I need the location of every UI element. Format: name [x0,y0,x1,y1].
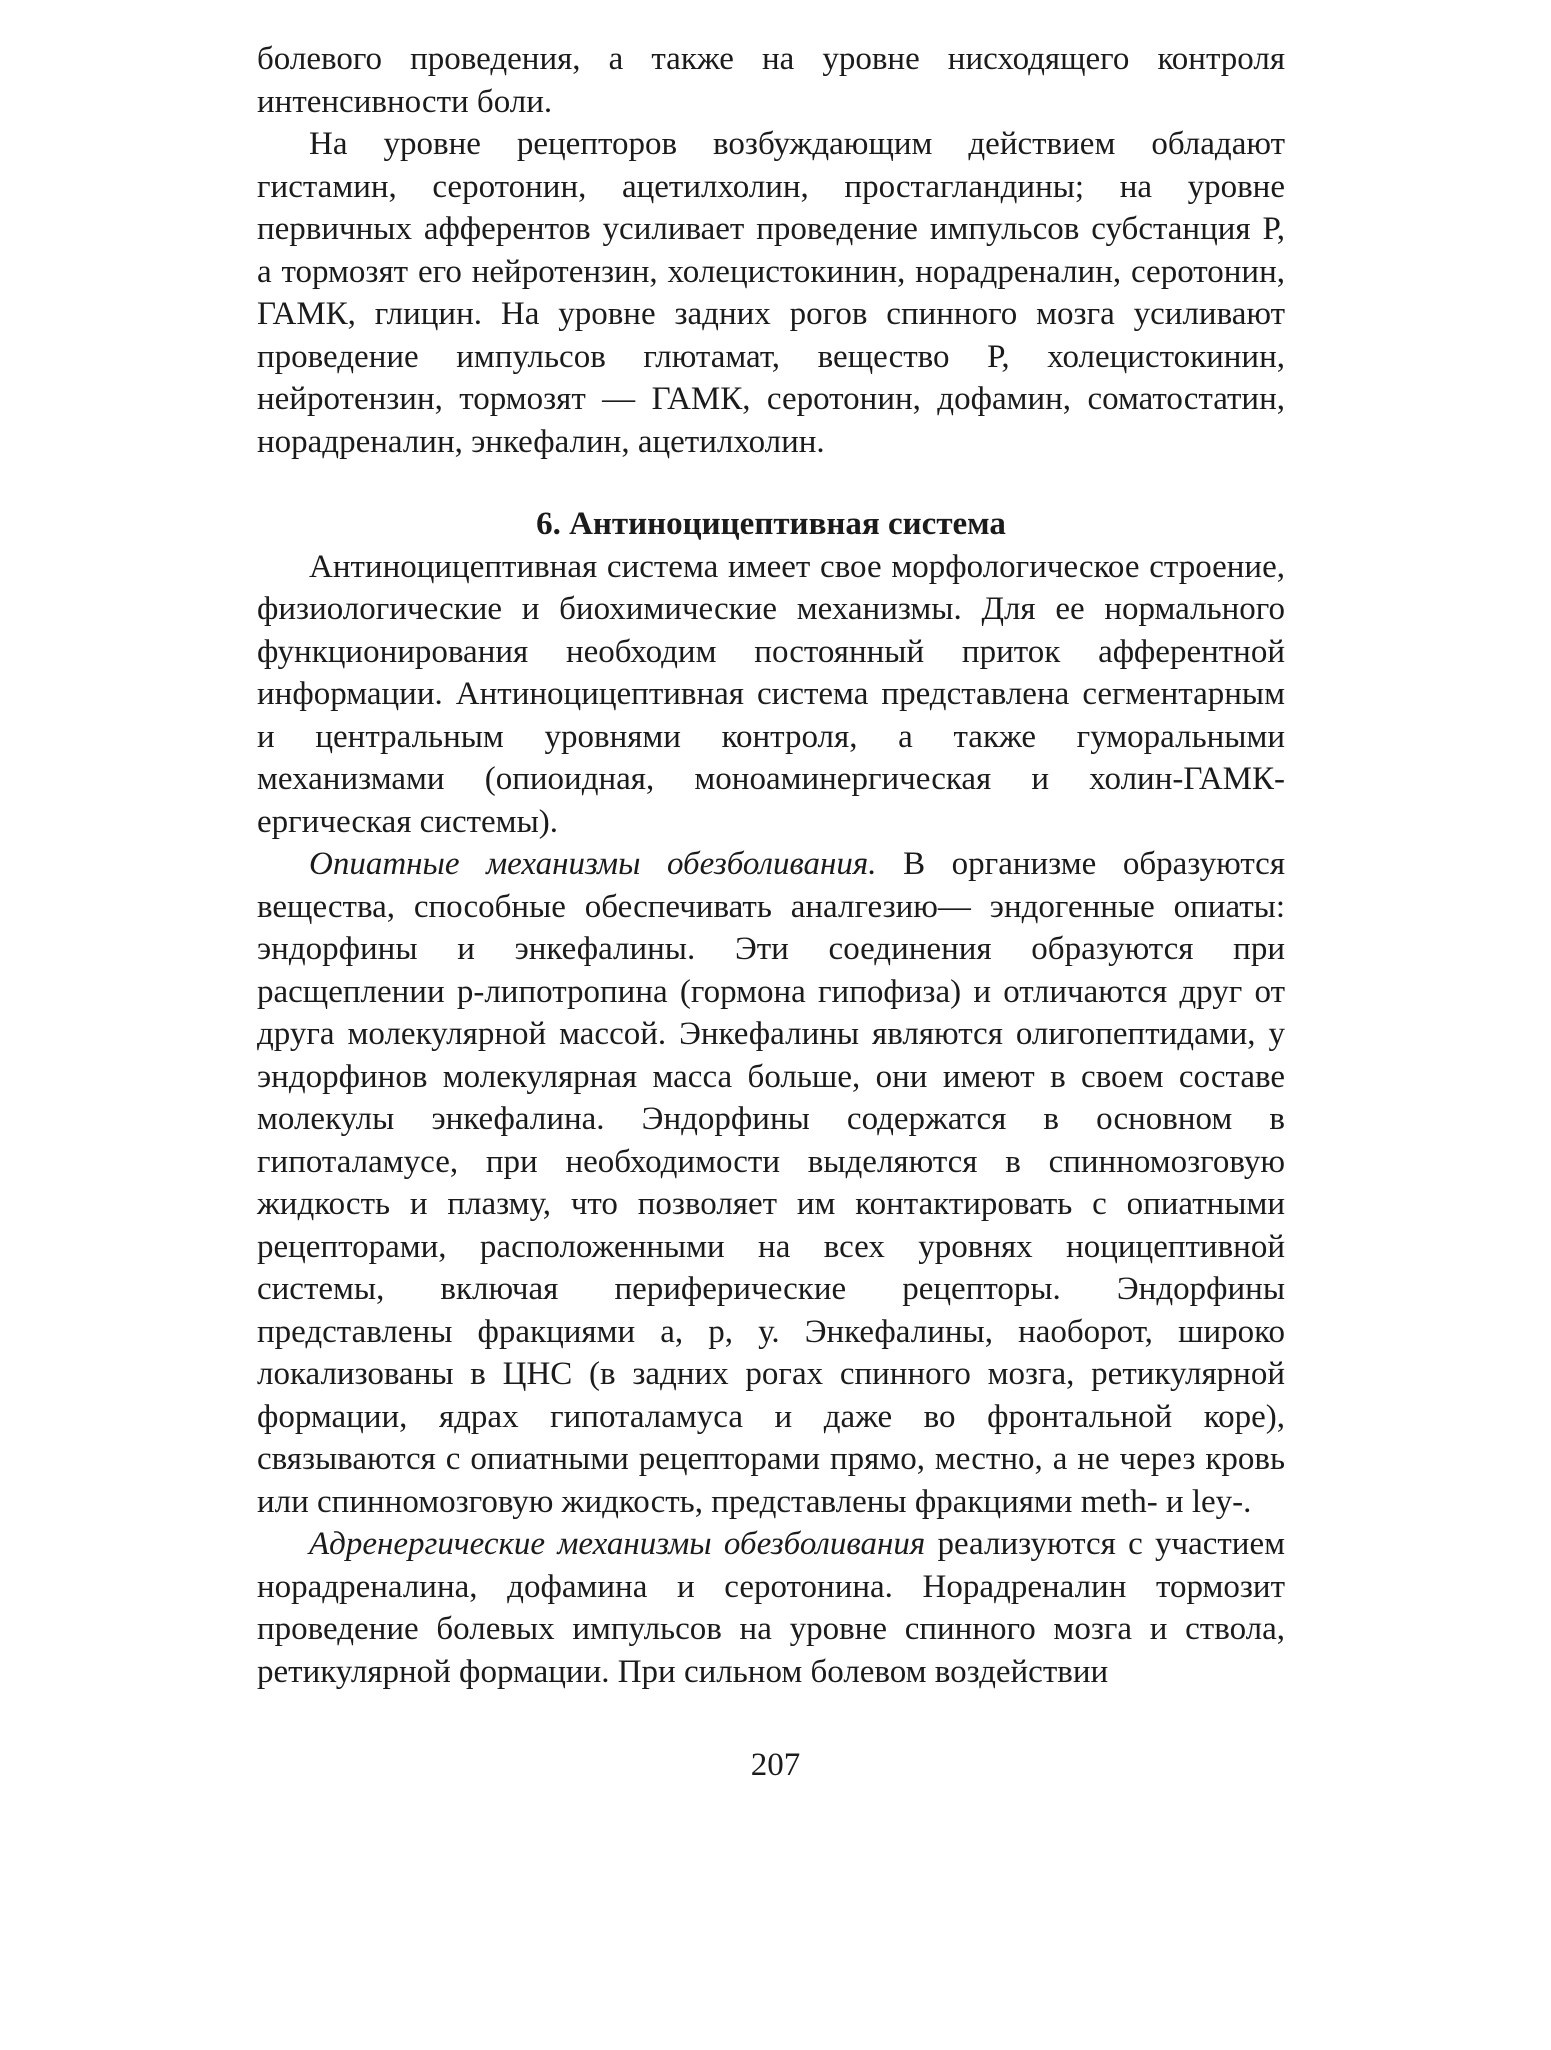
opiate-text: В организме образуются вещества, способные обеспечивать аналгезию— эндогенные опиаты: эндорфины и энкефалины. Эти соединения образуются при расщеплении р-липотропина (гормона гипофиза) и отличаются друг от друга молекулярной массой. Энкефалины являются олигопептидами, у эндорфинов молекулярная масса больше, они имеют в своем составе молекулы энкефалина. Эндорфины содержатся в основном в гипоталамусе, при необходимости выделяются в спинномозговую жидкость и плазму, что позволяет им контактировать с опиатными рецепторами, расположенными на всех уровнях ноцицептивной системы, включая периферические рецепторы. Эндорфины представлены фракциями а, р, у. Энкефалины, наоборот, широко локализованы в ЦНС (в задних рогах спинного мозга, ретикулярной формации, ядрах гипоталамуса и даже во фронтальной коре), связываются с опиатными рецепторами прямо, местно, а не через кровь или спинномозговую жидкость, представлены фракциями meth- и ley-. [257,846,1285,1520]
paragraph-antinociceptive: Антиноцицептивная система имеет свое морфологическое строение, физиологические и биохимические механизмы. Для ее нормального функционирования необходим постоянный приток афферентной информации. Антиноцицептивная система представлена сегментарным и центральным уровнями контроля, а также гуморальными механизмами (опиоидная, моноаминергическая и холин-ГАМК-ергическая системы). [257,548,1285,840]
paragraph-opiate [257,843,1285,1523]
opiate-lead-italic: Опиатные механизмы обезболивания. [309,846,877,882]
paragraph-continuation: болевого проведения, а также на уровне нисходящего контроля интенсивности боли. [257,41,1285,120]
page-number: 207 [750,1747,801,1783]
adrenergic-text: реализуются с участием норадреналина, дофамина и серотонина. Норадреналин тормозит проведение болевых импульсов на уровне спинного мозга и ствола, ретикулярной формации. При сильном болевом воздействии [257,1526,1285,1690]
page-body [257,38,1285,1693]
paragraph-adrenergic [257,1523,1285,1693]
section-title: 6. Антиноцицептивная система [536,506,1006,542]
adrenergic-lead-italic: Адренергические механизмы обезболивания [309,1526,926,1562]
paragraph-receptors: На уровне рецепторов возбуждающим действием обладают гистамин, серотонин, ацетилхолин, простагландины; на уровне первичных афферентов усиливает проведение импульсов субстанция Р, а тормозят его нейротензин, холецистокинин, норадреналин, серотонин, ГАМК, глицин. На уровне задних рогов спинного мозга усиливают проведение импульсов глютамат, вещество Р, холецистокинин, нейротензин, тормозят — ГАМК, серотонин, дофамин, соматостатин, норадреналин, энкефалин, ацетилхолин. [257,126,1285,460]
